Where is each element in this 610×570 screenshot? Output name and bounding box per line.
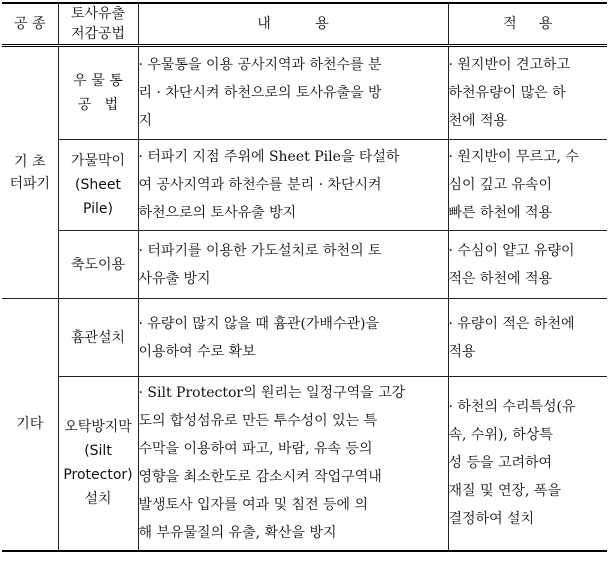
- table-row: [2, 231, 607, 299]
- header-content: 내 용: [138, 3, 448, 46]
- erosion-control-table: [2, 2, 607, 552]
- header-application: 적 용: [448, 3, 607, 46]
- application-cell: · 하천의 수리특성(유 속, 수위), 하상특 성 등을 고려하여 재질 및 연장, 폭을 결정하여 설치: [448, 377, 607, 551]
- header-method: 토사유출 저감공법: [58, 3, 138, 46]
- content-cell: · 유량이 많지 않을 때 흄관(가배수관)을 이용하여 수로 확보: [138, 299, 448, 377]
- application-cell: · 원지반이 견고하고 하천유량이 많은 하 천에 적용: [448, 46, 607, 140]
- table-row: [2, 140, 607, 231]
- content-cell: · 터파기를 이용한 가도설치로 하천의 토 사유출 방지: [138, 231, 448, 299]
- header-category: 공 종: [2, 3, 58, 46]
- content-cell: · 터파기 지점 주위에 Sheet Pile을 타설하 여 공사지역과 하천수를 분리 · 차단시켜 하천으로의 토사유출 방지: [138, 140, 448, 231]
- method-cell: 축도이용: [58, 231, 138, 299]
- application-cell: · 유량이 적은 하천에 적용: [448, 299, 607, 377]
- header-row: [2, 3, 607, 46]
- category-cell-foundation: 기 초 터파기: [2, 46, 58, 299]
- category-cell-other: 기타: [2, 299, 58, 551]
- application-cell: · 원지반이 무르고, 수 심이 깊고 유속이 빠른 하천에 적용: [448, 140, 607, 231]
- table-row: [2, 377, 607, 551]
- application-cell: · 수심이 얕고 유량이 적은 하천에 적용: [448, 231, 607, 299]
- method-cell: 가물막이 (Sheet Pile): [58, 140, 138, 231]
- method-cell: 흄관설치: [58, 299, 138, 377]
- table-row: [2, 299, 607, 377]
- table-row: [2, 46, 607, 140]
- method-cell: 우 물 통 공 법: [58, 46, 138, 140]
- method-cell: 오탁방지막 (Silt Protector) 설치: [58, 377, 138, 551]
- content-cell: · Silt Protector의 원리는 일정구역을 고강 도의 합성섬유로 만든 투수성이 있는 특 수막을 이용하여 파고, 바람, 유속 등의 영향을 최소한도로 감소시켜 작업구역내 발생토사 입자를 여과 및 침전 등에 의 해 부유물질의 유출, 확산을 방지: [138, 377, 448, 551]
- content-cell: · 우물통을 이용 공사지역과 하천수를 분 리 · 차단시켜 하천으로의 토사유출을 방 지: [138, 46, 448, 140]
